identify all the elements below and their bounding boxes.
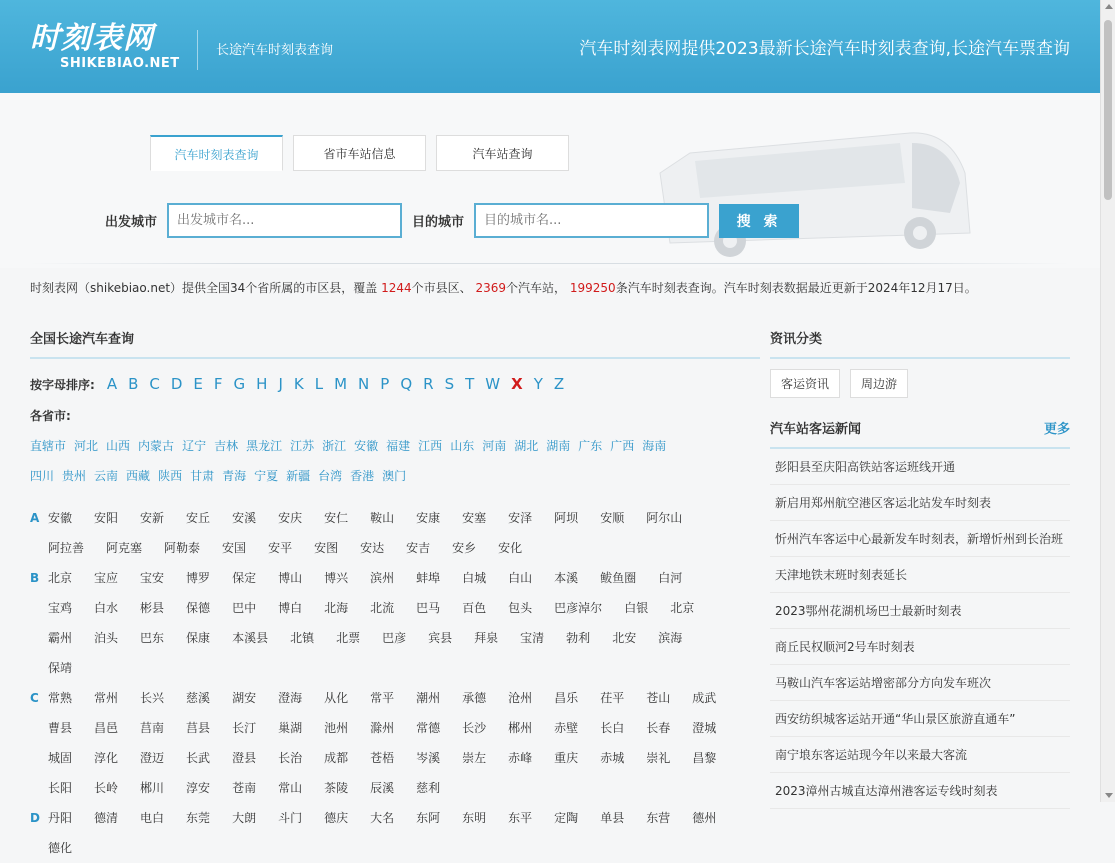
bus-illustration	[650, 113, 980, 263]
header-slogan: 汽车时刻表网提供2023最新长途汽车时刻表查询,长途汽车票查询	[579, 39, 1070, 59]
scrollbar[interactable]	[1100, 0, 1115, 802]
city-list	[48, 563, 748, 683]
news-item[interactable]: 马鞍山汽车客运站增密部分方向发车班次	[770, 665, 1070, 701]
news-item[interactable]: 新启用郑州航空港区客运北站发车时刻表	[770, 485, 1070, 521]
from-label: 出发城市	[105, 215, 158, 230]
city-link[interactable]: 郴州	[508, 721, 533, 735]
city-link[interactable]: 成都	[324, 751, 349, 765]
city-link[interactable]: 安达	[360, 541, 385, 555]
city-link[interactable]: 成武	[692, 691, 717, 705]
city-link[interactable]: 慈溪	[186, 691, 211, 705]
city-group-letter: C	[30, 691, 39, 705]
province-link[interactable]: 台湾	[318, 469, 343, 483]
to-label: 目的城市	[412, 215, 465, 230]
city-link[interactable]: 定陶	[554, 811, 579, 825]
province-link[interactable]: 黑龙江	[246, 439, 283, 453]
city-link[interactable]: 拜泉	[474, 631, 499, 645]
city-link[interactable]: 百色	[462, 601, 487, 615]
city-link[interactable]: 长岭	[94, 781, 119, 795]
search-form	[105, 203, 799, 238]
stats-prefix: 时刻表网（shikebiao.net）提供全国34个省所属的市区县，覆盖	[30, 281, 382, 295]
city-link[interactable]: 苍梧	[370, 751, 395, 765]
city-link[interactable]: 阿坝	[554, 511, 579, 525]
letter-link[interactable]: B	[128, 375, 139, 393]
letter-link[interactable]: R	[423, 375, 434, 393]
city-link[interactable]: 东阿	[416, 811, 441, 825]
province-link[interactable]: 海南	[642, 439, 667, 453]
province-link[interactable]: 山西	[106, 439, 131, 453]
city-link[interactable]: 城固	[48, 751, 73, 765]
province-link[interactable]: 青海	[222, 469, 247, 483]
letter-index	[30, 375, 760, 393]
logo-subtext: SHIKEBIAO.NET	[60, 56, 180, 71]
city-link[interactable]: 苍南	[232, 781, 257, 795]
city-link[interactable]: 鞍山	[370, 511, 395, 525]
news-item[interactable]: 彭阳县至庆阳高铁站客运班线开通	[770, 449, 1070, 485]
city-link[interactable]: 安徽	[48, 511, 73, 525]
province-link[interactable]: 澳门	[382, 469, 407, 483]
city-link[interactable]: 德清	[94, 811, 119, 825]
city-link[interactable]: 昌黎	[692, 751, 717, 765]
search-hero	[0, 93, 1100, 268]
section-title-news: 汽车站客运新闻	[770, 422, 862, 437]
stats-suffix: 条汽车时刻表查询。汽车时刻表数据最近更新于2024年12月17日。	[615, 281, 977, 295]
city-link[interactable]: 北安	[612, 631, 637, 645]
city-link[interactable]: 常州	[94, 691, 119, 705]
letter-link[interactable]: Y	[533, 375, 543, 393]
city-link[interactable]: 重庆	[554, 751, 579, 765]
city-link[interactable]: 蚌埠	[416, 571, 441, 585]
province-link[interactable]: 陕西	[158, 469, 183, 483]
news-item[interactable]: 南宁埌东客运站现今年以来最大客流	[770, 737, 1070, 773]
category-button[interactable]: 客运资讯	[770, 369, 840, 398]
city-link[interactable]: 长武	[186, 751, 211, 765]
province-link[interactable]: 西藏	[126, 469, 151, 483]
city-link[interactable]: 安塞	[462, 511, 487, 525]
stats-schedules: 199250	[569, 281, 616, 295]
site-logo[interactable]	[30, 22, 180, 71]
city-link[interactable]: 安图	[314, 541, 339, 555]
city-link[interactable]: 单县	[600, 811, 625, 825]
province-link[interactable]: 内蒙古	[138, 439, 175, 453]
city-link[interactable]: 安丘	[186, 511, 211, 525]
city-link[interactable]: 白城	[462, 571, 487, 585]
section-title-national: 全国长途汽车查询	[30, 328, 760, 359]
city-link[interactable]: 崇礼	[646, 751, 671, 765]
letter-link[interactable]: W	[485, 375, 501, 393]
city-link[interactable]: 勃利	[566, 631, 591, 645]
city-group-letter: D	[30, 811, 40, 825]
province-link[interactable]: 吉林	[214, 439, 239, 453]
city-link[interactable]: 池州	[324, 721, 349, 735]
right-sidebar	[770, 328, 1070, 809]
letter-link[interactable]: M	[334, 375, 348, 393]
city-link[interactable]: 斗门	[278, 811, 303, 825]
city-link[interactable]: 常平	[370, 691, 395, 705]
news-item[interactable]: 2023鄂州花湖机场巴士最新时刻表	[770, 593, 1070, 629]
news-item[interactable]: 2023漳州古城直达漳州港客运专线时刻表	[770, 773, 1070, 809]
city-link[interactable]: 泊头	[94, 631, 119, 645]
tab-station-info[interactable]: 省市车站信息	[293, 135, 426, 171]
header-subtitle: 长途汽车时刻表查询	[216, 43, 334, 58]
letter-link[interactable]: G	[233, 375, 246, 393]
city-link[interactable]: 鲅鱼圈	[600, 571, 637, 585]
hero-divider	[30, 263, 1070, 264]
letter-link[interactable]: C	[149, 375, 160, 393]
letter-link[interactable]: T	[465, 375, 475, 393]
city-link[interactable]: 茶陵	[324, 781, 349, 795]
city-link[interactable]: 长兴	[140, 691, 165, 705]
news-header	[770, 418, 1070, 449]
logo-text: 时刻表网	[30, 21, 154, 56]
category-button[interactable]: 周边游	[850, 369, 908, 398]
city-link[interactable]: 昌邑	[94, 721, 119, 735]
city-link[interactable]: 滨州	[370, 571, 395, 585]
province-link[interactable]: 江西	[418, 439, 443, 453]
stats-line	[30, 279, 977, 296]
city-link[interactable]: 滁州	[370, 721, 395, 735]
stats-mid1: 个市县区、	[411, 281, 476, 295]
city-link[interactable]: 曹县	[48, 721, 73, 735]
city-link[interactable]: 白银	[624, 601, 649, 615]
province-index	[30, 407, 730, 497]
letter-link[interactable]: X	[511, 375, 523, 393]
city-link[interactable]: 霸州	[48, 631, 73, 645]
city-link[interactable]: 阿勒泰	[164, 541, 201, 555]
letter-link[interactable]: J	[278, 375, 283, 393]
stats-mid2: 个汽车站，	[506, 281, 570, 295]
city-link[interactable]: 安阳	[94, 511, 119, 525]
national-query-section	[30, 328, 760, 863]
city-link[interactable]: 宾县	[428, 631, 453, 645]
city-list	[48, 503, 748, 563]
letter-link[interactable]: E	[193, 375, 203, 393]
more-link[interactable]: 更多	[1043, 422, 1070, 437]
city-link[interactable]: 长治	[278, 751, 303, 765]
city-link[interactable]: 潮州	[416, 691, 441, 705]
city-link[interactable]: 本溪县	[232, 631, 269, 645]
city-group	[30, 683, 760, 803]
to-city-input[interactable]	[474, 203, 709, 238]
province-link[interactable]: 浙江	[322, 439, 347, 453]
letter-link[interactable]: Q	[400, 375, 413, 393]
city-link[interactable]: 长白	[600, 721, 625, 735]
letter-index-label: 按字母排序:	[30, 377, 95, 392]
tab-schedule-query[interactable]: 汽车时刻表查询	[150, 135, 283, 171]
city-link[interactable]: 安国	[222, 541, 247, 555]
letter-link[interactable]: Z	[553, 375, 565, 393]
city-link[interactable]: 赤峰	[508, 751, 533, 765]
province-link[interactable]: 新疆	[286, 469, 311, 483]
province-link[interactable]: 广西	[610, 439, 635, 453]
city-group	[30, 563, 760, 683]
city-link[interactable]: 宝清	[520, 631, 545, 645]
city-link[interactable]: 德化	[48, 841, 73, 855]
city-link[interactable]: 安仁	[324, 511, 349, 525]
province-link[interactable]: 河北	[74, 439, 99, 453]
news-item[interactable]: 忻州汽车客运中心最新发车时刻表，新增忻州到长治班	[770, 521, 1070, 557]
news-list	[770, 449, 1070, 809]
city-link[interactable]: 白山	[508, 571, 533, 585]
letter-link[interactable]: A	[106, 375, 118, 393]
scroll-thumb[interactable]	[1104, 20, 1112, 200]
province-link[interactable]: 安徽	[354, 439, 379, 453]
city-link[interactable]: 包头	[508, 601, 533, 615]
city-link[interactable]: 本溪	[554, 571, 579, 585]
city-link[interactable]: 茌平	[600, 691, 625, 705]
city-link[interactable]: 辰溪	[370, 781, 395, 795]
city-link[interactable]: 保康	[186, 631, 211, 645]
city-link[interactable]: 北镇	[290, 631, 315, 645]
city-link[interactable]: 巴彦	[382, 631, 407, 645]
city-link[interactable]: 澄城	[692, 721, 717, 735]
city-link[interactable]: 郴川	[140, 781, 165, 795]
scroll-up-arrow-icon[interactable]	[1105, 4, 1113, 9]
province-link[interactable]: 四川	[30, 469, 55, 483]
news-item[interactable]: 商丘民权顺河2号车时刻表	[770, 629, 1070, 665]
tab-station-query[interactable]: 汽车站查询	[436, 135, 569, 171]
province-link[interactable]: 广东	[578, 439, 603, 453]
city-link[interactable]: 滨海	[658, 631, 683, 645]
city-group-letter: A	[30, 511, 40, 525]
section-title-categories: 资讯分类	[770, 328, 1070, 359]
city-link[interactable]: 沧州	[508, 691, 533, 705]
city-link[interactable]: 宝应	[94, 571, 119, 585]
province-link[interactable]: 山东	[450, 439, 475, 453]
stats-counties: 1244	[381, 281, 412, 295]
city-link[interactable]: 安溪	[232, 511, 257, 525]
city-link[interactable]: 安吉	[406, 541, 431, 555]
letter-link[interactable]: N	[358, 375, 370, 393]
city-link[interactable]: 澄县	[232, 751, 257, 765]
city-link[interactable]: 北流	[370, 601, 395, 615]
city-link[interactable]: 博山	[278, 571, 303, 585]
city-link[interactable]: 丹阳	[48, 811, 73, 825]
letter-link[interactable]: S	[444, 375, 455, 393]
province-link[interactable]: 甘肃	[190, 469, 215, 483]
city-link[interactable]: 常德	[416, 721, 441, 735]
city-link[interactable]: 巢湖	[278, 721, 303, 735]
city-group-letter: B	[30, 571, 40, 585]
city-link[interactable]: 安乡	[452, 541, 477, 555]
letter-link[interactable]: K	[293, 375, 304, 393]
province-link[interactable]: 湖南	[546, 439, 571, 453]
city-link[interactable]: 安化	[498, 541, 523, 555]
province-link[interactable]: 直辖市	[30, 439, 67, 453]
from-city-input[interactable]	[167, 203, 402, 238]
header-divider	[197, 30, 198, 70]
city-link[interactable]: 巴彦淖尔	[554, 601, 603, 615]
province-link[interactable]: 河南	[482, 439, 507, 453]
city-link[interactable]: 苍山	[646, 691, 671, 705]
city-link[interactable]: 长阳	[48, 781, 73, 795]
letter-list	[107, 375, 575, 393]
city-link[interactable]: 宝安	[140, 571, 165, 585]
city-link[interactable]: 淳安	[186, 781, 211, 795]
letter-link[interactable]: H	[256, 375, 268, 393]
city-link[interactable]: 东莞	[186, 811, 211, 825]
city-link[interactable]: 白水	[94, 601, 119, 615]
city-link[interactable]: 保靖	[48, 661, 73, 675]
city-link[interactable]: 电白	[140, 811, 165, 825]
news-item[interactable]: 西安纺织城客运站开通“华山景区旅游直通车”	[770, 701, 1070, 737]
city-link[interactable]: 常熟	[48, 691, 73, 705]
city-link[interactable]: 北京	[48, 571, 73, 585]
city-link[interactable]: 大朗	[232, 811, 257, 825]
letter-link[interactable]: P	[380, 375, 390, 393]
scroll-down-arrow-icon[interactable]	[1105, 793, 1113, 798]
province-link[interactable]: 辽宁	[182, 439, 207, 453]
city-link[interactable]: 赤壁	[554, 721, 579, 735]
city-link[interactable]: 安新	[140, 511, 165, 525]
city-link[interactable]: 北京	[670, 601, 695, 615]
city-link[interactable]: 安顺	[600, 511, 625, 525]
city-link[interactable]: 慈利	[416, 781, 441, 795]
city-link[interactable]: 保定	[232, 571, 257, 585]
search-tabs	[150, 135, 579, 171]
city-link[interactable]: 常山	[278, 781, 303, 795]
stats-stations: 2369	[475, 281, 507, 295]
province-list	[30, 437, 680, 497]
province-link[interactable]: 香港	[350, 469, 375, 483]
city-link[interactable]: 澄海	[278, 691, 303, 705]
city-link[interactable]: 莒县	[186, 721, 211, 735]
site-header	[0, 0, 1100, 93]
letter-link[interactable]: F	[213, 375, 223, 393]
letter-link[interactable]: L	[314, 375, 324, 393]
city-link[interactable]: 安康	[416, 511, 441, 525]
city-link[interactable]: 大名	[370, 811, 395, 825]
news-item[interactable]: 天津地铁末班时刻表延长	[770, 557, 1070, 593]
city-link[interactable]: 长春	[646, 721, 671, 735]
city-link[interactable]: 阿尔山	[646, 511, 683, 525]
city-link[interactable]: 湖安	[232, 691, 257, 705]
city-link[interactable]: 彬县	[140, 601, 165, 615]
city-link[interactable]: 巴东	[140, 631, 165, 645]
city-link[interactable]: 博白	[278, 601, 303, 615]
city-link[interactable]: 长汀	[232, 721, 257, 735]
city-link[interactable]: 崇左	[462, 751, 487, 765]
city-link[interactable]: 博兴	[324, 571, 349, 585]
city-link[interactable]: 北海	[324, 601, 349, 615]
city-link[interactable]: 白河	[658, 571, 683, 585]
city-link[interactable]: 阿拉善	[48, 541, 85, 555]
city-link[interactable]: 昌乐	[554, 691, 579, 705]
city-list	[48, 683, 748, 803]
search-button[interactable]: 搜 索	[719, 204, 799, 238]
city-link[interactable]: 博罗	[186, 571, 211, 585]
city-link[interactable]: 赤城	[600, 751, 625, 765]
province-link[interactable]: 贵州	[62, 469, 87, 483]
province-index-label: 各省市:	[30, 409, 71, 423]
city-link[interactable]: 东平	[508, 811, 533, 825]
city-link[interactable]: 北票	[336, 631, 361, 645]
city-link[interactable]: 从化	[324, 691, 349, 705]
city-link[interactable]: 淳化	[94, 751, 119, 765]
city-link[interactable]: 东明	[462, 811, 487, 825]
city-link[interactable]: 安平	[268, 541, 293, 555]
city-link[interactable]: 巴马	[416, 601, 441, 615]
city-link[interactable]: 阿克塞	[106, 541, 143, 555]
city-link[interactable]: 德庆	[324, 811, 349, 825]
city-groups	[30, 503, 760, 863]
city-list	[48, 803, 748, 863]
city-link[interactable]: 巴中	[232, 601, 257, 615]
city-link[interactable]: 德州	[692, 811, 717, 825]
city-group	[30, 503, 760, 563]
city-link[interactable]: 宝鸡	[48, 601, 73, 615]
category-buttons	[770, 369, 1070, 398]
city-link[interactable]: 保德	[186, 601, 211, 615]
city-link[interactable]: 承德	[462, 691, 487, 705]
province-link[interactable]: 福建	[386, 439, 411, 453]
province-link[interactable]: 宁夏	[254, 469, 279, 483]
city-link[interactable]: 莒南	[140, 721, 165, 735]
city-group	[30, 803, 760, 863]
province-link[interactable]: 湖北	[514, 439, 539, 453]
city-link[interactable]: 安泽	[508, 511, 533, 525]
city-link[interactable]: 澄迈	[140, 751, 165, 765]
city-link[interactable]: 安庆	[278, 511, 303, 525]
province-link[interactable]: 云南	[94, 469, 119, 483]
city-link[interactable]: 长沙	[462, 721, 487, 735]
city-link[interactable]: 岑溪	[416, 751, 441, 765]
city-link[interactable]: 东营	[646, 811, 671, 825]
province-link[interactable]: 江苏	[290, 439, 315, 453]
letter-link[interactable]: D	[170, 375, 183, 393]
